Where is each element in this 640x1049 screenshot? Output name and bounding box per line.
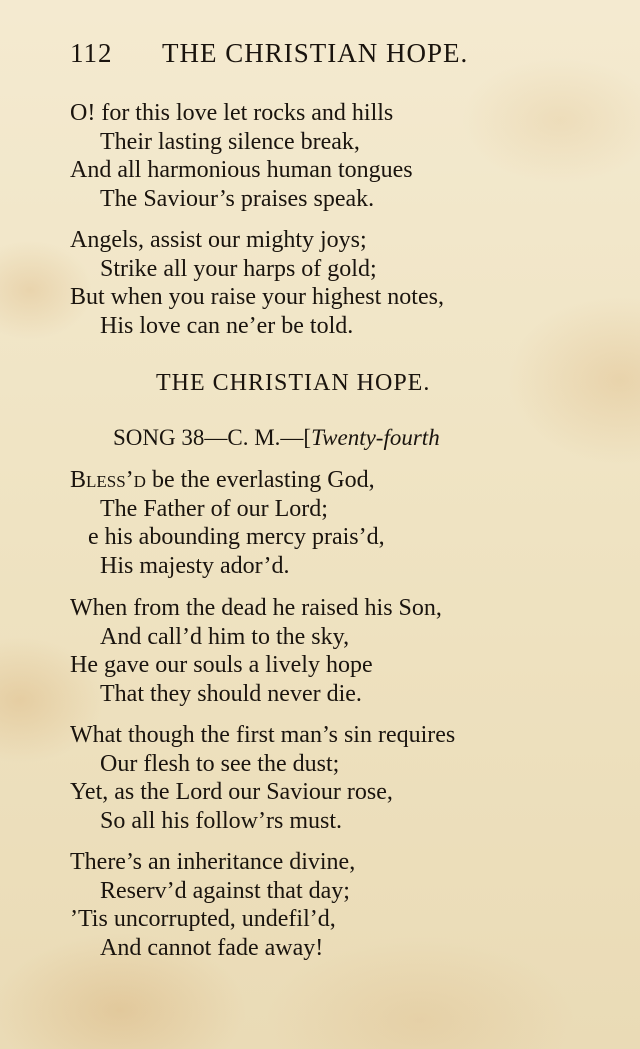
verse-line: There’s an inheritance divine, — [70, 849, 356, 875]
verse-line: ’Tis uncorrupted, undefil’d, — [70, 906, 336, 932]
hymn-stanza-2 — [70, 594, 442, 708]
verse-line: The Father of our Lord; — [100, 495, 328, 522]
verse-line: That they should never die. — [100, 680, 362, 707]
page-header — [70, 38, 550, 74]
verse-line: Reserv’d against that day; — [100, 877, 350, 904]
verse-line: The Saviour’s praises speak. — [100, 185, 375, 212]
verse-line: And all harmonious human tongues — [70, 157, 413, 183]
verse-line: What though the first man’s sin requires — [70, 722, 456, 748]
verse-line: His majesty ador’d. — [100, 552, 290, 579]
verse-line — [70, 466, 385, 495]
verse-line: Our flesh to see the dust; — [100, 750, 340, 777]
preceding-stanza-1 — [70, 99, 413, 213]
hymn-stanza-4 — [70, 848, 355, 962]
hymn-stanza-3 — [70, 721, 455, 835]
verse-line: He gave our souls a lively hope — [70, 652, 373, 678]
verse-line: And cannot fade away! — [100, 934, 324, 961]
verse-line: And call’d him to the sky, — [100, 623, 350, 650]
page-number: 112 — [70, 38, 113, 68]
verse-line: Their lasting silence break, — [100, 128, 360, 155]
hymn-stanza-1 — [70, 466, 385, 580]
verse-line: e his abounding mercy prais’d, — [88, 524, 385, 550]
song-heading — [113, 425, 440, 451]
tune-name: Twenty-fourth — [311, 425, 440, 450]
verse-line-rest: be the everlasting God, — [145, 467, 375, 493]
verse-line: But when you raise your highest notes, — [70, 284, 444, 310]
preceding-stanza-2 — [70, 226, 444, 340]
hymn-title: THE CHRISTIAN HOPE. — [156, 370, 431, 396]
verse-line: Strike all your harps of gold; — [100, 255, 377, 282]
verse-line: When from the dead he raised his Son, — [70, 595, 442, 621]
verse-line: O! for this love let rocks and hills — [70, 100, 394, 126]
running-title: THE CHRISTIAN HOPE. — [162, 38, 469, 68]
verse-line: Yet, as the Lord our Saviour rose, — [70, 779, 393, 805]
verse-line: His love can ne’er be told. — [100, 312, 354, 339]
verse-line: So all his follow’rs must. — [100, 807, 343, 834]
verse-line: Angels, assist our mighty joys; — [70, 227, 367, 253]
song-label: SONG 38—C. M.—[ — [113, 425, 312, 450]
first-word: Bless’d — [70, 467, 146, 493]
